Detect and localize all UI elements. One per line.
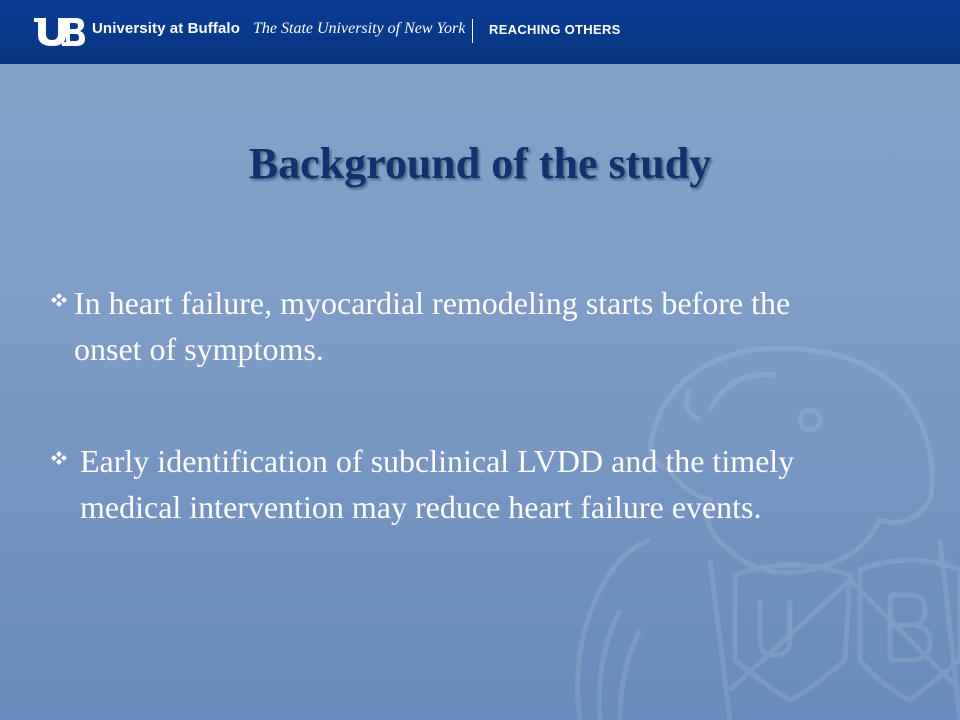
bullet-item bbox=[48, 438, 890, 530]
four-diamond-icon bbox=[48, 280, 70, 326]
header-bar bbox=[0, 0, 960, 64]
slide-title: Background of the study bbox=[248, 139, 712, 188]
bullet-text: In heart failure, myocardial remodeling starts before the onset of symptoms. bbox=[74, 285, 791, 367]
header-divider bbox=[472, 19, 473, 43]
tagline: REACHING OTHERS bbox=[489, 22, 621, 37]
bullet-item bbox=[48, 280, 864, 372]
university-subtitle: The State University of New York bbox=[253, 20, 466, 37]
four-diamond-icon bbox=[48, 438, 70, 484]
bullet-text: Early identification of subclinical LVDD and the timely medical intervention may reduce heart failure events. bbox=[80, 443, 795, 525]
bullet-list bbox=[48, 280, 928, 530]
university-name: University at Buffalo bbox=[92, 20, 240, 37]
ub-logo-icon bbox=[32, 16, 86, 48]
